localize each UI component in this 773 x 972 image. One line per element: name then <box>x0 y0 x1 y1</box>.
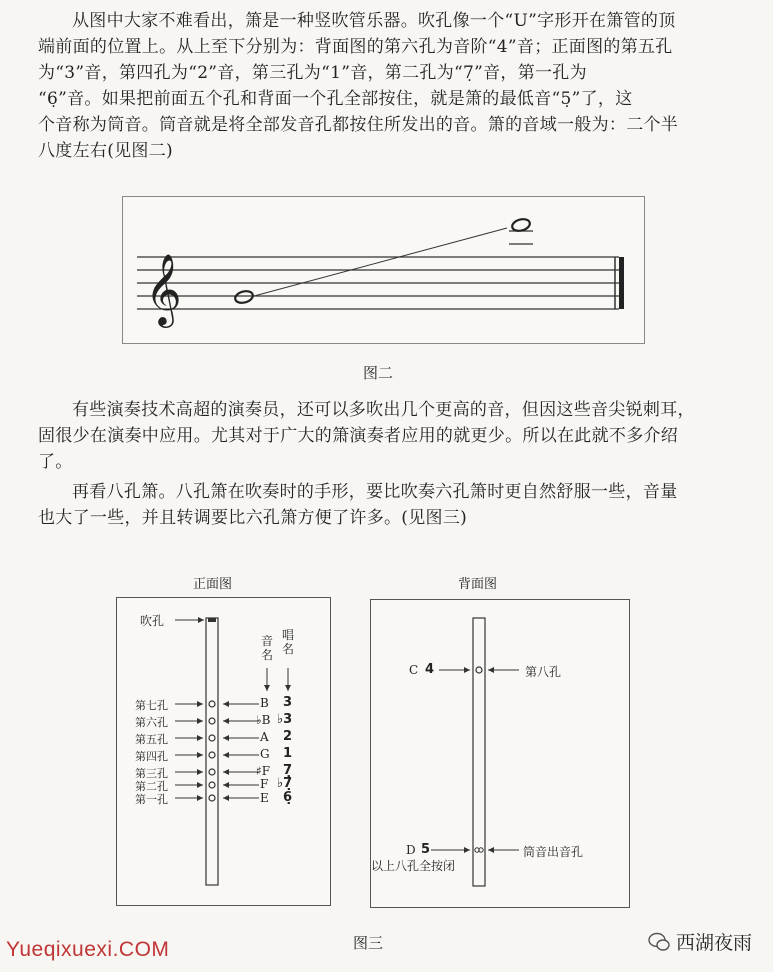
note-name: G <box>260 747 270 761</box>
blow-hole-label: 吹孔 <box>140 614 165 628</box>
paragraph-2-line: 固很少在演奏中应用。尤其对于广大的箫演奏者应用的就更少。所以在此就不多介绍 <box>38 426 679 446</box>
flute-body-back <box>473 618 485 886</box>
sing-name: 7̣ <box>283 763 293 778</box>
paragraph-1-line: 端前面的位置上。从上至下分别为：背面图的第六孔为音阶“4”音；正面图的第五孔 <box>38 37 673 57</box>
paragraph-1-line: 个音称为筒音。筒音就是将全部发音孔都按住所发出的音。箫的音域一般为：二个半 <box>38 115 679 135</box>
hole-label: 第四孔 <box>135 750 168 763</box>
paragraph-2-line: 了。 <box>38 452 73 472</box>
sing-name: 1 <box>283 746 293 761</box>
hole-label: 第七孔 <box>135 699 168 712</box>
sing-name: 2 <box>283 729 293 744</box>
sing-name: 3 <box>283 695 293 710</box>
sing-name: ♭7̣ <box>277 776 293 791</box>
note-name: E <box>260 791 269 805</box>
paragraph-1-line: “6̣”音。如果把前面五个孔和背面一个孔全部按住，就是箫的最低音“5̣”了，这 <box>38 89 633 109</box>
figure-2-staff <box>122 196 645 344</box>
hole-label: 第一孔 <box>135 793 168 806</box>
bottom-note-name: D <box>406 843 416 857</box>
blow-hole-mark <box>208 618 216 622</box>
back-view-diagram <box>370 599 630 908</box>
paragraph-1-line: 八度左右(见图二) <box>38 141 173 161</box>
hole-label: 第二孔 <box>135 780 168 793</box>
hole-label: 第五孔 <box>135 733 168 746</box>
note-name: F <box>260 777 269 791</box>
top-note-name: C <box>409 663 419 677</box>
front-view-title: 正面图 <box>193 577 233 592</box>
paragraph-1-line: 为“3”音，第四孔为“2”音，第三孔为“1”音，第二孔为“7̣”音，第一孔为 <box>38 63 587 83</box>
figure-2-caption: 图二 <box>363 364 394 382</box>
note-name: B <box>260 696 269 710</box>
range-line <box>254 228 507 296</box>
hole-label: 第三孔 <box>135 767 168 780</box>
paragraph-2-line: 有些演奏技术高超的演奏员，还可以多吹出几个更高的音，但因这些音尖锐刺耳， <box>72 400 695 420</box>
sing-name: ♭3 <box>277 712 293 727</box>
sing-name: 6̣ <box>283 790 293 805</box>
site-watermark: Yueqixuexi.COM <box>6 938 170 961</box>
staff-svg <box>123 197 644 343</box>
paragraph-1-line: 从图中大家不难看出，箫是一种竖吹管乐器。吹孔像一个“U”字形开在箫管的顶 <box>72 11 676 31</box>
note-name: ♯F <box>256 764 271 778</box>
paragraph-1 <box>38 8 738 164</box>
low-note <box>234 289 254 304</box>
back-view-title: 背面图 <box>458 577 498 592</box>
tube-tone-hole-label: 筒音出音孔 <box>523 845 584 859</box>
paragraph-3 <box>38 479 738 531</box>
bottom-sing-name: 5 <box>421 842 431 857</box>
note-name: ♭B <box>256 713 271 727</box>
final-barline <box>619 257 624 309</box>
paragraph-3-line: 也大了一些，并且转调要比六孔箫方便了许多。(见图三) <box>38 508 468 528</box>
all-holes-closed-note: 以上八孔全按闭 <box>371 859 456 873</box>
eighth-hole-label: 第八孔 <box>525 665 562 679</box>
front-view-diagram <box>116 597 331 906</box>
top-sing-name: 4 <box>425 662 435 677</box>
high-note <box>511 217 531 232</box>
wechat-icon <box>648 932 670 952</box>
paragraph-2 <box>38 397 738 475</box>
treble-clef-icon: 𝄞 <box>145 252 182 325</box>
note-name-header: 音名 <box>261 634 274 662</box>
wechat-name: 西湖夜雨 <box>676 932 753 954</box>
wechat-signature <box>648 928 752 955</box>
paragraph-3-line: 再看八孔箫。八孔箫在吹奏时的手形，要比吹奏六孔箫时更自然舒服一些，音量 <box>72 482 678 502</box>
sing-name-header: 唱名 <box>282 628 295 656</box>
hole-label: 第六孔 <box>135 716 168 729</box>
figure-3-caption: 图三 <box>353 934 384 952</box>
note-name: A <box>260 730 269 744</box>
